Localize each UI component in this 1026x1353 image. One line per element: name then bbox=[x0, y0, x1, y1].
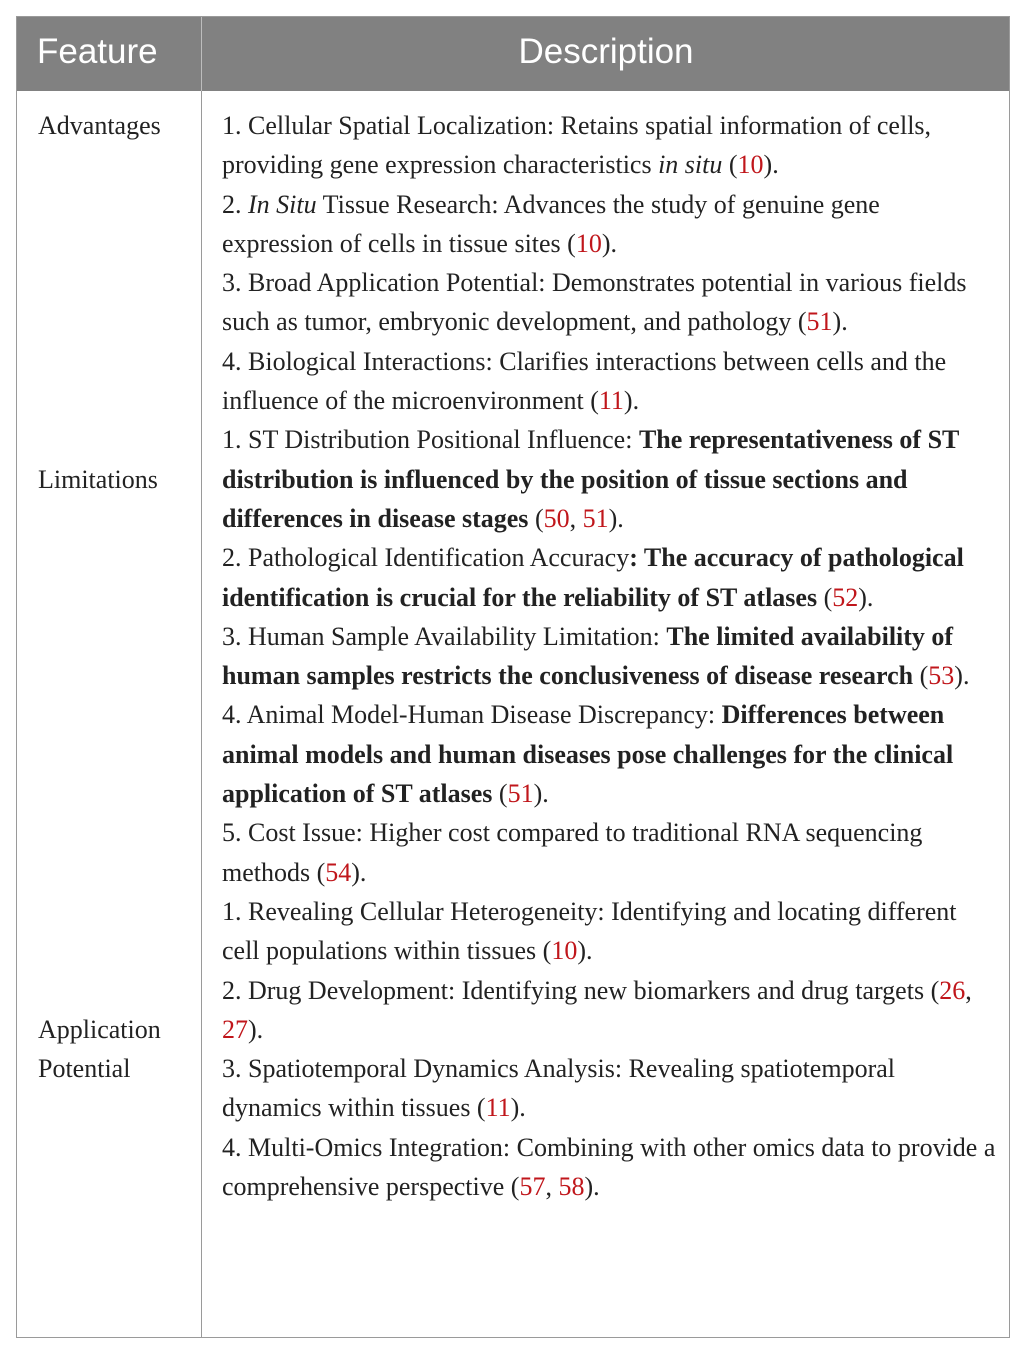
item-text: ( bbox=[492, 779, 508, 809]
bold-text: : The accuracy of pathological identification is crucial for the reliability of ST atlases bbox=[222, 543, 964, 612]
reference-link[interactable]: 58 bbox=[558, 1172, 585, 1202]
item-text: ). bbox=[601, 228, 618, 258]
description-item bbox=[222, 971, 997, 1050]
bold-text: The limited availability of human samples restricts the conclusiveness of disease research bbox=[222, 621, 954, 691]
item-text: , bbox=[569, 503, 583, 533]
description-item bbox=[222, 263, 997, 342]
reference-link[interactable]: 57 bbox=[519, 1172, 546, 1202]
description-item bbox=[222, 695, 997, 813]
item-text: ). bbox=[533, 779, 549, 809]
item-text: ( bbox=[817, 582, 833, 612]
column-divider bbox=[201, 91, 202, 1337]
item-text: 2. Drug Development: Identifying new biomarkers and drug targets ( bbox=[222, 975, 940, 1005]
feature-advantages: Advantages bbox=[38, 111, 161, 140]
feature-limitations: Limitations bbox=[38, 465, 158, 494]
item-text: ). bbox=[954, 661, 970, 691]
item-text: ). bbox=[623, 386, 640, 416]
item-text: 3. Human Sample Availability Limitation: bbox=[222, 621, 667, 651]
reference-link[interactable]: 11 bbox=[485, 1093, 511, 1123]
item-text: 1. ST Distribution Positional Influence: bbox=[222, 425, 639, 455]
item-text: 3. Broad Application Potential: Demonstrates potential in various fields such as tumor, embryonic development, and pathology ( bbox=[222, 268, 967, 337]
reference-link[interactable]: 51 bbox=[806, 307, 833, 337]
feature-application-potential: Application Potential bbox=[38, 1015, 161, 1084]
italic-text: in situ bbox=[658, 150, 723, 180]
description-item bbox=[222, 617, 997, 696]
description-item bbox=[222, 813, 997, 892]
description-item bbox=[222, 185, 997, 264]
reference-link[interactable]: 27 bbox=[222, 1014, 248, 1044]
reference-link[interactable]: 51 bbox=[507, 779, 534, 809]
reference-link[interactable]: 51 bbox=[582, 503, 609, 533]
item-text: 5. Cost Issue: Higher cost compared to traditional RNA sequencing methods ( bbox=[222, 818, 923, 887]
reference-link[interactable]: 10 bbox=[551, 936, 578, 966]
item-text: ). bbox=[351, 857, 367, 887]
reference-link[interactable]: 50 bbox=[543, 503, 570, 533]
item-text: 1. Cellular Spatial Localization: Retains spatial information of cells, providing gene expression characteristics bbox=[222, 111, 932, 180]
item-text: 3. Spatiotemporal Dynamics Analysis: Revealing spatiotemporal dynamics within tissues ( bbox=[222, 1054, 895, 1123]
reference-link[interactable]: 53 bbox=[928, 661, 955, 691]
item-text: ). bbox=[510, 1093, 526, 1123]
item-text: 2. Pathological Identification Accuracy bbox=[222, 543, 630, 573]
reference-link[interactable]: 54 bbox=[325, 857, 352, 887]
reference-link[interactable]: 26 bbox=[939, 975, 966, 1005]
reference-link[interactable]: 52 bbox=[832, 582, 859, 612]
item-text: 4. Multi-Omics Integration: Combining with other omics data to provide a comprehensive perspective ( bbox=[222, 1132, 996, 1202]
description-item bbox=[222, 420, 997, 538]
description-item bbox=[222, 538, 997, 617]
reference-link[interactable]: 10 bbox=[575, 228, 602, 258]
item-text: 2. bbox=[222, 189, 248, 219]
item-text: ). bbox=[763, 150, 779, 180]
item-text: 1. Revealing Cellular Heterogeneity: Identifying and locating different cell populations within tissues ( bbox=[222, 896, 957, 966]
column-divider bbox=[201, 17, 202, 91]
item-text: ( bbox=[722, 150, 738, 180]
header-description: Description bbox=[518, 32, 694, 71]
feature-table bbox=[16, 16, 1010, 1338]
bold-text: Differences between animal models and human diseases pose challenges for the clinical application of ST atlases bbox=[222, 700, 954, 809]
description-item bbox=[222, 1049, 997, 1128]
item-text: ). bbox=[608, 503, 624, 533]
reference-link[interactable]: 10 bbox=[737, 150, 764, 180]
item-text: ). bbox=[577, 936, 593, 966]
description-column bbox=[222, 106, 997, 1206]
item-text: ( bbox=[913, 661, 929, 691]
description-item bbox=[222, 342, 997, 421]
bold-text: The representativeness of ST distribution is influenced by the position of tissue sections and differences in disease stages bbox=[222, 425, 959, 533]
description-item bbox=[222, 106, 997, 185]
table-header bbox=[17, 17, 1009, 91]
italic-text: In Situ bbox=[248, 189, 317, 219]
item-text: ). bbox=[584, 1172, 600, 1202]
item-text: ( bbox=[528, 503, 544, 533]
item-text: ). bbox=[832, 307, 848, 337]
item-text: ). bbox=[858, 582, 874, 612]
item-text: 4. Animal Model-Human Disease Discrepancy: bbox=[222, 700, 722, 730]
reference-link[interactable]: 11 bbox=[598, 386, 624, 416]
item-text: Tissue Research: Advances the study of genuine gene expression of cells in tissue sites ( bbox=[222, 189, 880, 258]
item-text: , bbox=[965, 975, 972, 1005]
description-item bbox=[222, 892, 997, 971]
item-text: , bbox=[545, 1172, 559, 1202]
item-text: 4. Biological Interactions: Clarifies interactions between cells and the influence of the microenvironment ( bbox=[222, 346, 947, 416]
description-item bbox=[222, 1128, 997, 1207]
header-feature: Feature bbox=[37, 32, 158, 71]
item-text: ). bbox=[248, 1014, 264, 1044]
